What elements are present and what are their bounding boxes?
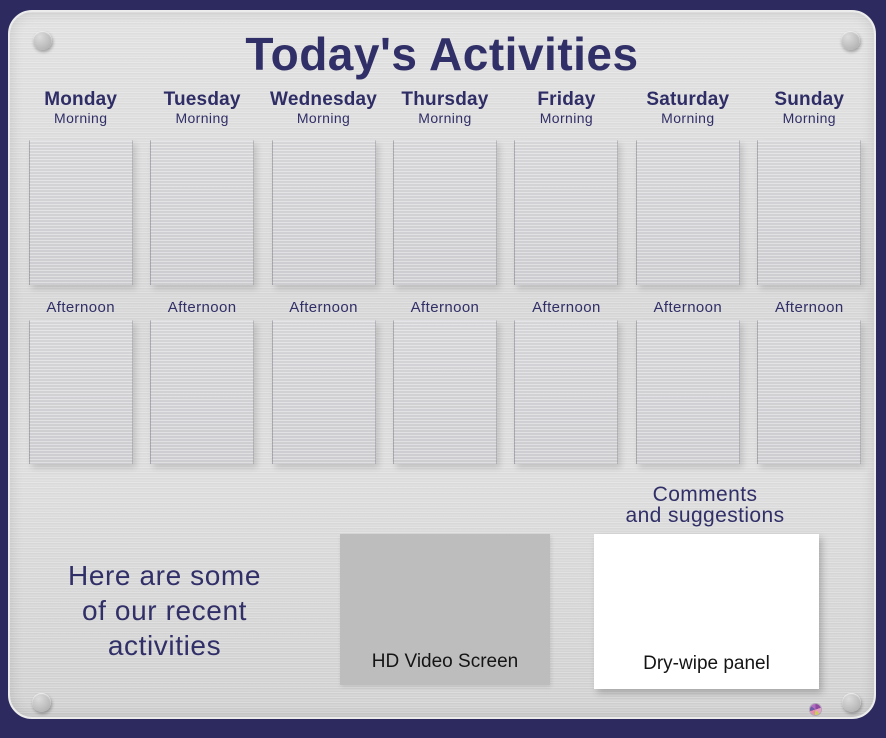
day-column-monday — [20, 90, 141, 464]
afternoon-label: Afternoon — [410, 299, 480, 316]
dry-wipe-panel — [594, 534, 819, 689]
afternoon-label: Afternoon — [774, 299, 844, 316]
recent-activities-line: of our recent — [82, 595, 247, 626]
afternoon-card-pocket — [514, 320, 618, 464]
dry-wipe-panel-label: Dry-wipe panel — [643, 653, 770, 674]
morning-card-pocket — [514, 140, 618, 285]
day-column-tuesday — [141, 90, 262, 464]
day-label: Thursday — [401, 89, 489, 110]
day-column-friday — [506, 90, 627, 464]
day-label: Saturday — [646, 89, 730, 110]
day-label: Wednesday — [270, 89, 378, 110]
day-label: Sunday — [774, 89, 845, 110]
afternoon-card-pocket — [393, 320, 497, 464]
morning-card-pocket — [636, 140, 740, 285]
board-title: Today's Activities — [245, 28, 639, 80]
day-column-thursday — [384, 90, 505, 464]
afternoon-label: Afternoon — [653, 299, 723, 316]
recent-activities-line: Here are some — [68, 560, 261, 591]
screw-icon — [32, 693, 51, 712]
comments-heading-line: and suggestions — [625, 504, 785, 527]
morning-card-pocket — [757, 140, 861, 285]
brushed-metal-board — [8, 10, 876, 719]
day-label: Tuesday — [163, 89, 241, 110]
hd-video-screen — [340, 534, 550, 685]
comments-heading-line: Comments — [652, 483, 758, 506]
afternoon-label: Afternoon — [289, 299, 358, 316]
morning-label: Morning — [661, 110, 715, 126]
morning-card-pocket — [150, 140, 254, 285]
morning-card-pocket — [393, 140, 497, 285]
afternoon-card-pocket — [272, 320, 376, 464]
afternoon-card-pocket — [29, 320, 133, 464]
week-columns — [20, 90, 870, 464]
afternoon-label: Afternoon — [46, 299, 116, 316]
morning-label: Morning — [418, 110, 472, 126]
morning-label: Morning — [539, 110, 594, 126]
day-label: Monday — [44, 89, 118, 110]
morning-label: Morning — [175, 110, 229, 126]
afternoon-label: Afternoon — [532, 299, 601, 316]
day-column-saturday — [627, 90, 748, 464]
morning-label: Morning — [54, 110, 108, 126]
afternoon-label: Afternoon — [167, 299, 237, 316]
morning-label: Morning — [782, 110, 836, 126]
hd-video-screen-label: HD Video Screen — [371, 651, 519, 672]
afternoon-card-pocket — [150, 320, 254, 464]
day-column-sunday — [749, 90, 870, 464]
morning-card-pocket — [272, 140, 376, 285]
morning-card-pocket — [29, 140, 133, 285]
afternoon-card-pocket — [636, 320, 740, 464]
screw-icon — [842, 693, 861, 712]
day-column-wednesday — [263, 90, 384, 464]
recent-activities-line: activities — [107, 630, 222, 661]
comments-heading — [582, 484, 828, 526]
maker-logo-icon — [810, 704, 821, 715]
recent-activities-text — [32, 558, 297, 663]
day-label: Friday — [537, 89, 596, 110]
morning-label: Morning — [296, 110, 351, 126]
afternoon-card-pocket — [757, 320, 861, 464]
